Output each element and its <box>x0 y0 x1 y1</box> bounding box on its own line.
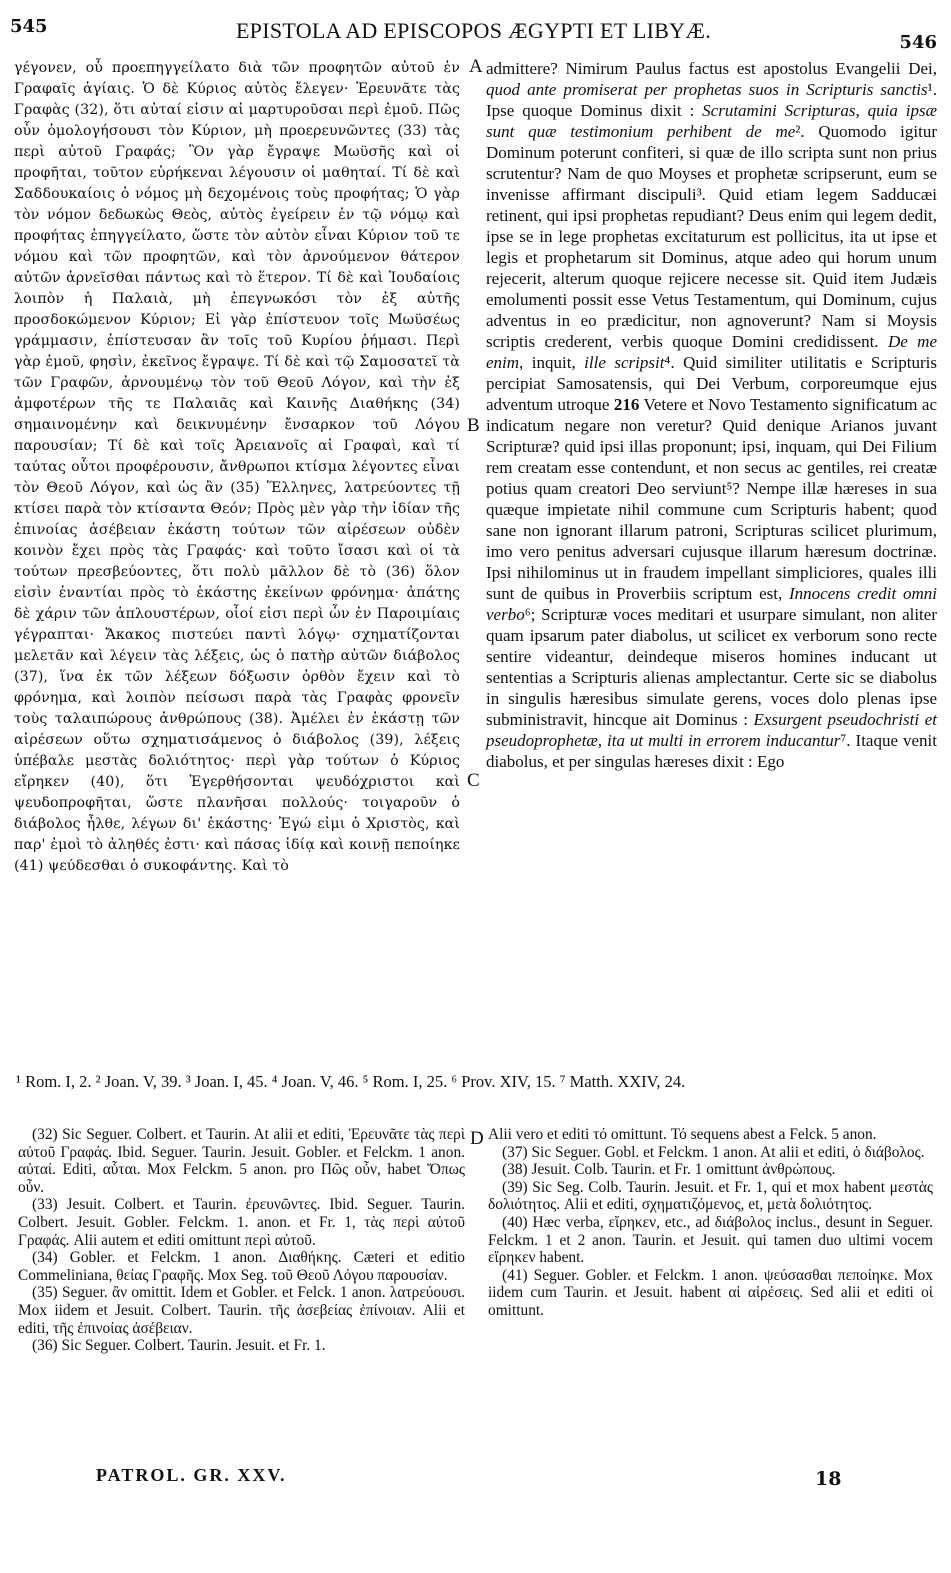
margin-marker-a: A <box>469 56 483 77</box>
note: (39) Sic Seg. Colb. Taurin. Jesuit. et Fr. 1, qui et mox habent μεστὰς δολιότητος. Alii et editi, σχηματιζόμενος, et, μετὰ δολιότητος. <box>488 1178 933 1214</box>
note: (38) Jesuit. Colb. Taurin. et Fr. 1 omittunt ἀνθρώπους. <box>502 1161 836 1179</box>
margin-marker-c: C <box>467 770 480 791</box>
running-title: EPISTOLA AD EPISCOPOS ÆGYPTI ET LIBYÆ. <box>235 18 712 43</box>
notes-right-column <box>488 1126 933 1320</box>
greek-column <box>14 58 460 877</box>
margin-marker-d: D <box>470 1128 484 1149</box>
note: (32) Sic Seguer. Colbert. et Taurin. At alii et editi, Ἐρευνᾶτε τὰς περὶ αὐτοῦ Γραφάς. Ibid. Seguer. Taurin. Jesuit. Gobler. et Felckm. 1 anon. αὐταί. Editi, αὗται. Mox Felckm. 5 anon. pro Πῶς οὖν, habet Ὅπως οὖν. <box>18 1126 465 1196</box>
page-number-right: 546 <box>899 32 937 53</box>
notes-left-column <box>18 1126 465 1355</box>
footer-volume: PATROL. GR. XXV. <box>96 1465 287 1485</box>
signature-mark: 18 <box>815 1468 842 1490</box>
margin-marker-b: B <box>467 415 480 436</box>
page-number-left: 545 <box>10 16 48 37</box>
note: (33) Jesuit. Colbert. et Taurin. ἐρευνῶντες. Ibid. Seguer. Taurin. Colbert. Jesuit. Gobler. Felckm. 1. anon. et Fr. 1, τὰς περὶ αὐτοῦ Γραφάς. Alii autem et editi omittunt περὶ αὐτοῦ. <box>18 1196 465 1249</box>
latin-column <box>486 58 937 772</box>
greek-text: γέγονεν, οὗ προεπηγγείλατο διὰ τῶν προφητῶν αὐτοῦ ἐν Γραφαῖς ἁγίαις. Ὁ δὲ Κύριος αὐτὸς ἔλεγεν· Ἐρευνᾶτε τὰς Γραφὰς (32), ὅτι αὐταί εἰσιν αἱ μαρτυροῦσαι περὶ ἐμοῦ. Πῶς οὖν ὁμολογήσουσι τὸν Κύριον, μὴ προερευνῶντες (33) τὰς περὶ αὐτοῦ Γραφάς; Ὃν γὰρ ἔγραψε Μωϋσῆς καὶ οἱ προφῆται, τοῦτον εὑρήκεναι λέγουσιν οἱ μαθηταί. Τί δὲ καὶ Σαδδουκαίοις ὁ νόμος μὴ δεχομένοις τοὺς προφήτας; Ὁ γὰρ τὸν νόμον δεδωκὼς Θεὸς, αὐτὸς ἐγείρειν ἐν τῷ νόμῳ καὶ προφήτας ἐπηγγείλατο, ὥστε τὸν αὐτὸν εἶναι Κύριον τοῦ τε νόμου καὶ τῶν προφητῶν, καὶ τὸν ἀρνούμενον θάτερον αὐτῶν ἀρνεῖσθαι πάντως καὶ τὸ ἕτερον. Τί δὲ καὶ Ἰουδαίοις λοιπὸν ἡ Παλαιὰ, μὴ ἐπεγνωκόσι τὸν ἐξ αὐτῆς προσδοκώμενον Κύριον; Εἰ γὰρ ἐπίστευον τοῖς Μωϋσέως γράμμασιν, ἐπίστευσαν ἂν τοῖς τοῦ Κυρίου ῥήμασι. Περὶ γὰρ ἐμοῦ, φησὶν, ἐκεῖνος ἔγραψε. Τί δὲ καὶ τῷ Σαμοσατεῖ τὰ τῶν Γραφῶν, ἀρνουμένῳ τὸν τοῦ Θεοῦ Λόγον, καὶ τὴν ἐξ ἀμφοτέρων τῆς τε Παλαιᾶς καὶ Καινῆς Διαθήκης (34) σημαινομένην καὶ δεικνυμένην ἔνσαρκον τοῦ Λόγου παρουσίαν; Τί δὲ καὶ τοῖς Ἀρειανοῖς αἱ Γραφαὶ, καὶ τί ταύτας οὗτοι προφέρουσιν, ἄνθρωποι κτίσμα λέγοντες εἶναι τὸν Θεοῦ Λόγον, καὶ ὡς ἂν (35) Ἕλληνες, λατρεύοντες τῇ κτίσει παρὰ τὸν κτίσαντα Θεόν; Πρὸς μὲν γὰρ τὴν ἰδίαν τῆς ἐπινοίας ἀσέβειαν ἑκάστη τούτων τῶν αἱρέσεων οὐδὲν κοινὸν ἔχει πρὸς τὰς Γραφάς· καὶ τοῦτο ἴσασι καὶ οἱ τὰ τούτων πρεσβεύοντες, ὅτι πολὺ μᾶλλον δὲ τὸ (36) ὅλον εἰσὶν ἐναντίαι πρὸς τὸ ἑκάστης ἐκείνων φρόνημα· ἀπάτης δὲ χάριν τῶν ἁπλουστέρων, οἷοί εἰσι περὶ ὧν ἐν Παροιμίαις γέγραπται· Ἄκακος πιστεύει παντὶ λόγῳ· σχηματίζονται μελετᾶν καὶ λέγειν τὰς λέξεις, ὡς ὁ πατὴρ αὐτῶν διάβολος (37), ἵνα ἐκ τῶν λέξεων δόξωσιν ὀρθὸν ἔχειν καὶ τὸ φρόνημα, καὶ λοιπὸν πείσωσι παρὰ τὰς Γραφὰς φρονεῖν τοὺς ταλαιπώρους ἀνθρώπους (38). Ἀμέλει ἐν ἑκάστῃ τῶν αἱρέσεων οὕτω σχηματισάμενος ὁ διάβολος (39), λέξεις ὑπέβαλε μεστὰς δολιότητος· περὶ γὰρ τούτων ὁ Κύριος εἴρηκεν (40), ὅτι Ἐγερθήσονται ψευδόχριστοι καὶ ψευδοπροφῆται, ὥστε πλανῆσαι πολλούς· τοιγαροῦν ὁ διάβολος ἦλθε, λέγων δι' ἑκάστης· Ἐγώ εἰμι ὁ Χριστὸς, καὶ παρ' ἐμοὶ τὸ ἀληθές ἐστι· καὶ πάσας ἰδίᾳ καὶ κοινῇ πεποίηκε (41) ψεύδεσθαι ὁ συκοφάντης. Καὶ τὸ <box>14 60 460 874</box>
note: Alii vero et editi τό omittunt. Τό sequens abest a Felck. 5 anon. <box>488 1126 877 1143</box>
note: (35) Seguer. ἂν omittit. Idem et Gobler. et Felck. 1 anon. λατρεύουσι. Mox iidem et Jesuit. Colbert. Taurin. τῆς ἀσεβείας ἐπίνοιαν. Alii et editi, τῆς ἐπινοίας ἀσέβειαν. <box>18 1284 465 1337</box>
latin-text: admittere? Nimirum Paulus factus est apostolus Evangelii Dei, quod ante promiserat per prophetas suos in Scripturis sanctis¹. Ipse quoque Dominus dixit : Scrutamini Scripturas, quia ipsæ sunt quæ testimonium perhibent de me². Quomodo igitur Dominum poterunt confiteri, si quæ de illo scripta sunt non prius scrutentur? Nam de quo Moyses et prophetæ scripserunt, eum se invenisse affirmant discipuli³. Quid etiam legem Sadducæi retinent, qui ipsi prophetas repudiant? Deus enim qui legem dedit, ipse se in lege prophetas excitaturum est pollicitus, ita ut ipse et legis et prophetarum sit Dominus, atque adeo qui horum unum rejecerit, alterum quoque rejicere necesse sit. Quid item Judæis emolumenti possit esse Vetus Testamentum, qui Dominum, cujus adventus in eo prædicitur, non agnoverunt? Nam si Moysis scriptis crederent, verbis quoque Domini credidissent. De me enim, inquit, ille scripsit⁴. Quid similiter utilitatis e Scripturis percipiat Samosatensis, qui Dei Verbum, corporeumque ejus adventum utroque 216 Vetere et Novo Testamento significatum ac indicatum negare non veretur? Quid denique Arianos juvant Scripturæ? quid ipsi illas proponunt; ipsi, inquam, qui Dei Filium rem creatam esse contendunt, et non secus ac gentiles, rei creatæ potius quam creatori Deo serviunt⁵? Nempe illæ hæreses in sua quæque impietate nihil commune cum Scripturis habent; quod sane non ignorant illarum patroni, Scripturas scilicet plurimum, imo vero penitus adversari cujusque illarum hæresum doctrinæ. Ipsi nihilominus ut in fraudem impellant simpliciores, quales illi sunt de quibus in Proverbiis scriptum est, Innocens credit omni verbo⁶; Scripturæ voces meditari et usurpare simulant, non aliter quam ipsarum pater diabolus, ut scilicet ex verborum sono recte sentire videantur, deindeque miseros homines inducant ut sententias a Scripturis alienas amplectantur. Certe sic se diabolus in singulis hæresibus simulate gerens, voces dolo plenas ipse subministravit, hincque ait Dominus : Exsurgent pseudochristi et pseudoprophetæ, ita ut multi in errorem inducantur⁷. Itaque venit diabolus, et per singulas hæreses dixit : Ego <box>486 59 937 771</box>
note: (34) Gobler. et Felckm. 1 anon. Διαθήκης. Cæteri et editio Commeliniana, θείας Γραφῆς. Mox Seg. τοῦ Θεοῦ Λόγου παρουσίαν. <box>18 1249 465 1284</box>
note: (36) Sic Seguer. Colbert. Taurin. Jesuit. et Fr. 1. <box>32 1337 326 1355</box>
note: (37) Sic Seguer. Gobl. et Felckm. 1 anon. At alii et editi, ὁ διάβολος. <box>502 1143 925 1161</box>
note: (41) Seguer. Gobler. et Felckm. 1 anon. ψεύσασθαι πεποίηκε. Mox iidem cum Taurin. et Jesuit. habent αἱ αἱρέσεις. Sed alii et editi οἱ omittunt. <box>488 1266 933 1319</box>
column-number: 216 <box>613 395 640 414</box>
scripture-footnotes: ¹ Rom. I, 2. ² Joan. V, 39. ³ Joan. I, 45. ⁴ Joan. V, 46. ⁵ Rom. I, 25. ⁶ Prov. XIV, 15. ⁷ Matth. XXIV, 24. <box>16 1072 686 1091</box>
note: (40) Hæc verba, εἴρηκεν, etc., ad διάβολος inclus., desunt in Seguer. Felckm. 1 et 2 anon. Taurin. et Jesuit. qui tamen duo ultimi vocem εἴρηκεν habent. <box>488 1213 933 1267</box>
page-header <box>10 12 937 52</box>
